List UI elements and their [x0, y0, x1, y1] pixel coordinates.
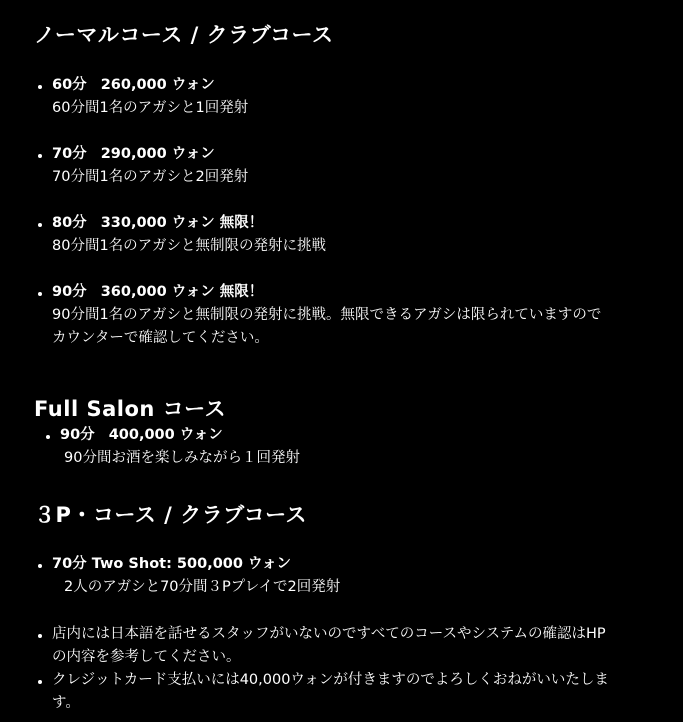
course-description: 90分間お酒を楽しみながら１回発射 [64, 450, 300, 466]
course-description: 2人のアガシと70分間３Pプレイで2回発射 [64, 579, 341, 595]
bullet-icon [38, 292, 42, 296]
course-description-line1: 90分間1名のアガシと無制限の発射に挑戦。無限できるアガシは限られていますので [52, 307, 602, 323]
salon-item-90 [60, 424, 300, 470]
bullet-icon [38, 223, 42, 227]
course-item-90 [52, 281, 601, 350]
course-price: 360,000 ウォン 無限！ [100, 284, 264, 300]
course-item-70 [52, 143, 248, 189]
note-line2: す。 [52, 695, 80, 711]
bullet-icon [38, 634, 42, 638]
bullet-icon [38, 564, 42, 568]
course-title [60, 427, 223, 443]
course-price: 260,000 ウォン [100, 77, 215, 93]
course-item-60 [52, 74, 248, 120]
note-staff [52, 623, 606, 669]
bullet-icon [38, 85, 42, 89]
bullet-icon [46, 435, 50, 439]
threep-course-heading: ３P・コース / クラブコース [34, 503, 308, 527]
normal-course-heading: ノーマルコース / クラブコース [34, 23, 334, 47]
course-description: 70分間1名のアガシと2回発射 [52, 169, 249, 185]
course-title: 70分 Two Shot: 500,000 ウォン [52, 556, 291, 572]
course-title [52, 146, 215, 162]
course-duration: 90分 [52, 284, 87, 300]
course-duration: 60分 [52, 77, 87, 93]
threep-item-70 [52, 553, 340, 599]
bullet-icon [38, 680, 42, 684]
course-description: 60分間1名のアガシと1回発射 [52, 100, 249, 116]
course-price: 290,000 ウォン [100, 146, 215, 162]
course-title [52, 215, 263, 231]
course-title [52, 284, 263, 300]
course-title [52, 77, 215, 93]
bullet-icon [38, 154, 42, 158]
course-price: 400,000 ウォン [108, 427, 223, 443]
course-item-80 [52, 212, 326, 258]
course-description: 80分間1名のアガシと無制限の発射に挑戦 [52, 238, 327, 254]
note-line2: の内容を参考してください。 [52, 649, 241, 665]
note-line1: クレジットカード支払いには40,000ウォンが付きますのでよろしくおねがいいたしま [52, 672, 609, 688]
note-credit-card [52, 669, 609, 715]
course-description-line2: カウンターで確認してください。 [52, 330, 269, 346]
note-line1: 店内には日本語を話せるスタッフがいないのですべてのコースやシステムの確認はHP [52, 626, 606, 642]
course-duration: 70分 [52, 146, 87, 162]
full-salon-heading: Full Salon コース [34, 397, 227, 421]
course-duration: 80分 [52, 215, 87, 231]
course-duration: 90分 [60, 427, 95, 443]
course-price: 330,000 ウォン 無限！ [100, 215, 264, 231]
